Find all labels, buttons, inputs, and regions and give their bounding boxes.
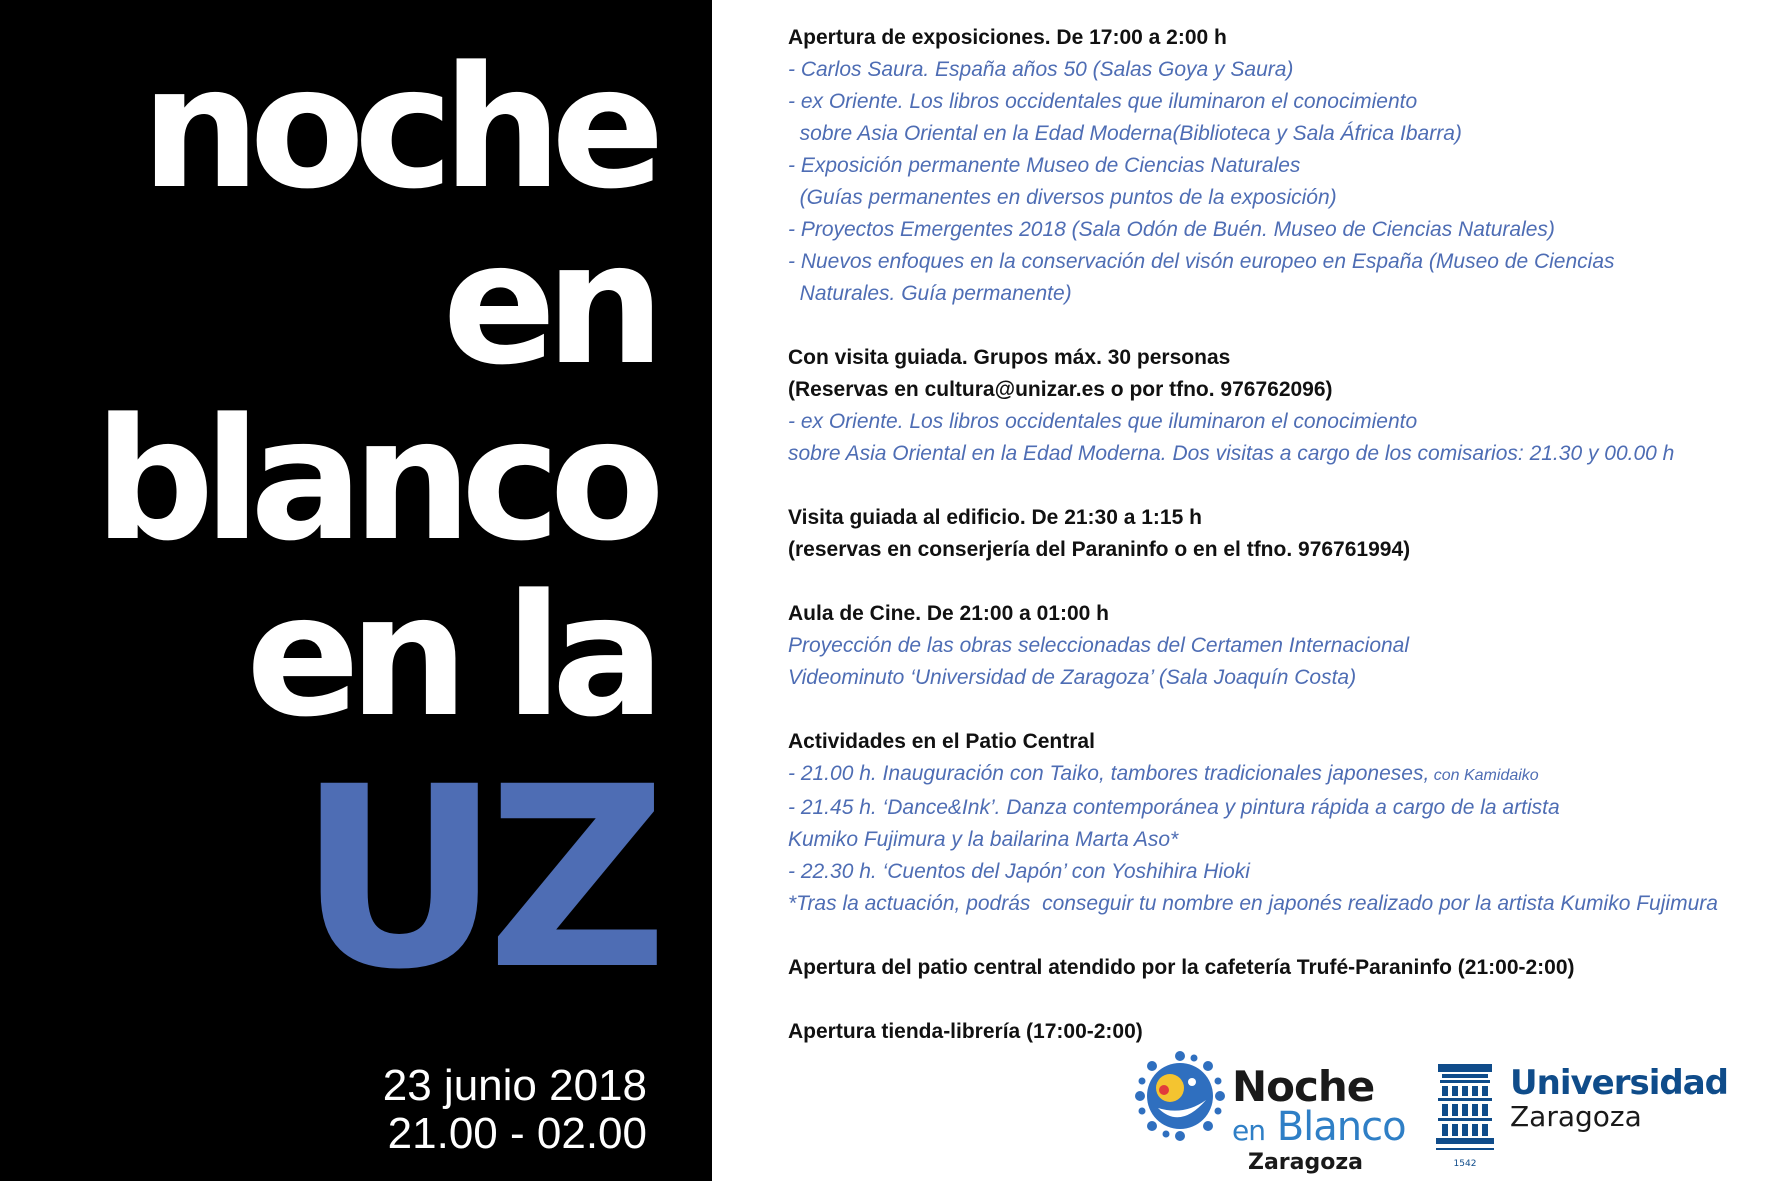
list-item: Proyección de las obras seleccionadas del Certamen Internacional	[788, 634, 1410, 657]
logo-en-blanco-line	[1232, 1104, 1406, 1150]
program-content	[788, 22, 1748, 1080]
section-heading: Actividades en el Patio Central	[788, 730, 1095, 753]
list-item: Naturales. Guía permanente)	[788, 282, 1072, 305]
logo-blanco-word: Blanco	[1264, 1104, 1406, 1150]
event-date: 23 junio 2018	[382, 1061, 647, 1110]
logo-en-word: en	[1232, 1114, 1265, 1147]
section-heading: Visita guiada al edificio. De 21:30 a 1:15 h	[788, 506, 1202, 529]
event-date-time	[383, 1062, 647, 1158]
section-heading: Con visita guiada. Grupos máx. 30 personas	[788, 346, 1231, 369]
logo-zaragoza-word: Zaragoza	[1510, 1100, 1642, 1133]
list-item: - Exposición permanente Museo de Ciencias Naturales	[788, 154, 1301, 177]
section-heading-reservations: (reservas en conserjería del Paraninfo o en el tfno. 976761994)	[788, 538, 1411, 561]
list-item: - Carlos Saura. España años 50 (Salas Goya y Saura)	[788, 58, 1294, 81]
title-panel	[0, 0, 712, 1181]
title-word-en-la: en la	[246, 558, 654, 754]
list-item: Kumiko Fujimura y la bailarina Marta Aso*	[788, 828, 1179, 851]
list-item: sobre Asia Oriental en la Edad Moderna. Dos visitas a cargo de los comisarios: 21.30 y 00.00 h	[788, 442, 1675, 465]
section-heading: Apertura tienda-librería (17:00-2:00)	[788, 1020, 1143, 1043]
list-item: - 21.45 h. ‘Dance&Ink’. Danza contemporánea y pintura rápida a cargo de la artista	[788, 796, 1560, 819]
noche-en-blanco-logo	[1232, 1062, 1406, 1176]
university-founding-year: 1542	[1453, 1159, 1477, 1169]
section-building-visit	[788, 502, 1748, 566]
section-heading: Apertura de exposiciones. De 17:00 a 2:00 h	[788, 26, 1227, 49]
section-cafeteria	[788, 952, 1748, 984]
section-patio-activities	[788, 726, 1748, 920]
section-heading: Apertura del patio central atendido por la cafetería Trufé-Paraninfo (21:00-2:00)	[788, 956, 1575, 979]
section-heading: Aula de Cine. De 21:00 a 01:00 h	[788, 602, 1109, 625]
list-item-suffix: con Kamidaiko	[1429, 767, 1539, 784]
university-building-icon	[1432, 1062, 1498, 1172]
list-item: - ex Oriente. Los libros occidentales que iluminaron el conocimiento	[788, 90, 1418, 113]
list-item: (Guías permanentes en diversos puntos de la exposición)	[788, 186, 1337, 209]
list-item-text: - 21.00 h. Inauguración con Taiko, tambores tradicionales japoneses,	[788, 762, 1430, 785]
list-item: - Proyectos Emergentes 2018 (Sala Odón de Buén. Museo de Ciencias Naturales)	[788, 218, 1555, 241]
list-item: - ex Oriente. Los libros occidentales que iluminaron el conocimiento	[788, 410, 1418, 433]
section-guided-visit	[788, 342, 1748, 470]
list-item: - 22.30 h. ‘Cuentos del Japón’ con Yoshihira Hioki	[788, 860, 1250, 883]
title-word-blanco: blanco	[94, 382, 654, 578]
logo-zaragoza-word: Zaragoza	[1248, 1150, 1364, 1175]
list-item	[788, 758, 1748, 792]
title-word-en: en	[442, 206, 654, 402]
list-item: *Tras la actuación, podrás conseguir tu nombre en japonés realizado por la artista Kumiko Fujimura	[788, 892, 1718, 915]
section-heading-reservations: (Reservas en cultura@unizar.es o por tfno. 976762096)	[788, 378, 1333, 401]
section-cinema	[788, 598, 1748, 694]
logo-noche-word: Noche	[1232, 1062, 1375, 1111]
list-item: - Nuevos enfoques en la conservación del visón europeo en España (Museo de Ciencias	[788, 250, 1615, 273]
logo-universidad-word: Universidad	[1510, 1063, 1728, 1103]
title-word-uz: UZ	[297, 733, 654, 1024]
title-word-noche: noche	[140, 30, 654, 226]
list-item: sobre Asia Oriental en la Edad Moderna(Biblioteca y Sala África Ibarra)	[788, 122, 1462, 145]
list-item: Videominuto ‘Universidad de Zaragoza’ (Sala Joaquín Costa)	[788, 666, 1357, 689]
event-time: 21.00 - 02.00	[387, 1109, 647, 1158]
section-exhibitions	[788, 22, 1748, 310]
universidad-zaragoza-logo	[1510, 1064, 1728, 1132]
